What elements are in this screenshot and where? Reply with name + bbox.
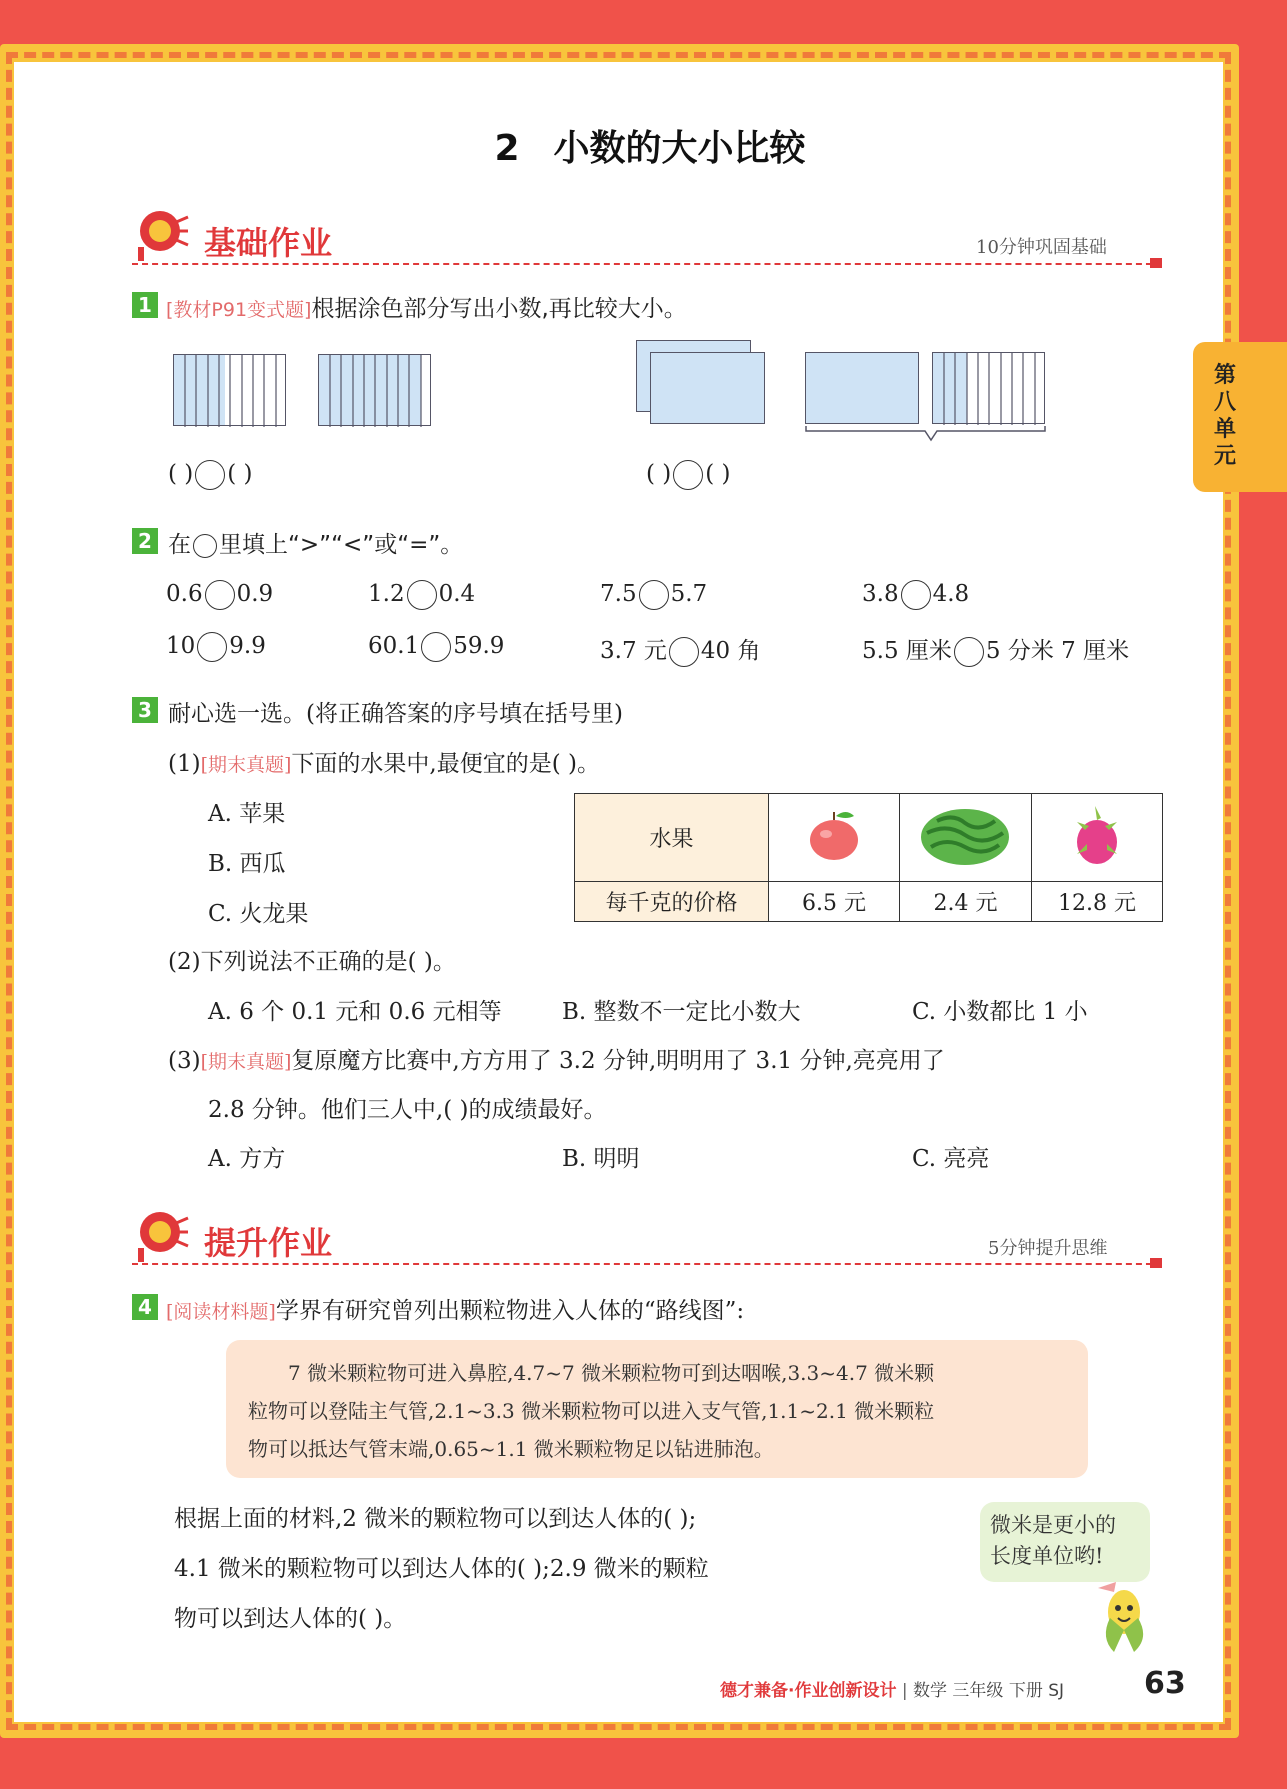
q3-p1-option-a: A. 苹果 [208,801,286,827]
footer-info: 数学 三年级 下册 SJ [913,1681,1065,1701]
grid-left-a [173,354,286,426]
material-line-1: 7 微米颗粒物可进入鼻腔,4.7~7 微米颗粒物可到达咽喉,3.3~4.7 微米颗 [288,1361,935,1385]
fruit-price-table [574,793,1163,922]
table-row-label: 每千克的价格 [575,882,769,922]
square-whole [805,352,919,424]
question-1-number: 1 [132,292,158,318]
q3-part3-line1: (3)[期末真题]复原魔方比赛中,方方用了 3.2 分钟,明明用了 3.1 分钟,亮亮用了 [168,1048,945,1074]
q3-p3-option-a: A. 方方 [208,1146,286,1172]
bell-icon [130,207,190,263]
square-front [650,352,765,424]
reading-material-box [226,1340,1088,1478]
q2-item: 60.1 59.9 [368,632,504,662]
q4-answer-line-3: 物可以到达人体的( )。 [174,1606,407,1632]
q2-item: 5.5 厘米 5 分米 7 厘米 [862,632,1129,667]
q1-left-blank-2[interactable]: ( ) [227,461,253,487]
table-price-dragon-fruit: 12.8 元 [1032,882,1163,922]
compare-circle[interactable] [195,460,225,490]
watermelon-icon [917,803,1013,867]
q3-part3-line2: 2.8 分钟。他们三人中,( )的成绩最好。 [208,1097,607,1123]
q3-p2-option-c: C. 小数都比 1 小 [912,999,1088,1025]
q2-item: 7.5 5.7 [600,580,707,610]
q4-answer-line-1: 根据上面的材料,2 微米的颗粒物可以到达人体的( ); [174,1506,697,1532]
section-basic-title: 基础作业 [204,224,333,262]
q1-left-blank-1[interactable]: ( ) [168,461,194,487]
section-basic-subtitle: 10分钟巩固基础 [976,237,1107,258]
section-advanced-line [132,1263,1162,1265]
q1-right-answer [646,460,731,490]
q3-p1-option-b: B. 西瓜 [208,851,286,877]
q2-item: 3.7 元 40 角 [600,632,760,667]
grid-left-b [318,354,431,426]
compare-circle[interactable] [197,632,227,662]
dragon-fruit-icon [1067,800,1127,870]
question-4-text: [阅读材料题]学界有研究曾列出颗粒物进入人体的“路线图”: [166,1298,745,1324]
table-cell-dragon-fruit [1032,794,1163,882]
compare-circle[interactable] [954,637,984,667]
question-3-number: 3 [132,697,158,723]
footer-brand: 德才兼备·作业创新设计 [720,1681,897,1701]
q3-part2: (2)下列说法不正确的是( )。 [168,949,456,975]
q4-answer-line-2: 4.1 微米的颗粒物可以到达人体的( );2.9 微米的颗粒 [174,1556,709,1582]
q1-right-blank-2[interactable]: ( ) [705,461,731,487]
compare-circle[interactable] [421,632,451,662]
compare-circle[interactable] [673,460,703,490]
page-number: 63 [1144,1666,1186,1701]
q3-p2-option-a: A. 6 个 0.1 元和 0.6 元相等 [208,999,502,1025]
unit-tab-label: 第 八 单 元 [1213,363,1236,469]
compare-circle[interactable] [205,580,235,610]
lesson-number: 2 [494,128,520,169]
compare-circle[interactable] [669,637,699,667]
question-2-number: 2 [132,528,158,554]
section-advanced-subtitle: 5分钟提升思维 [988,1238,1108,1259]
table-price-apple: 6.5 元 [769,882,900,922]
q3-p2-option-b: B. 整数不一定比小数大 [562,999,801,1025]
q2-item: 10 9.9 [166,632,266,662]
table-price-watermelon: 2.4 元 [899,882,1031,922]
section-advanced-title: 提升作业 [204,1224,333,1262]
lesson-title: 小数的大小比较 [553,128,806,169]
material-line-3: 物可以抵达气管末端,0.65~1.1 微米颗粒物足以钻进肺泡。 [248,1437,774,1461]
apple-icon [804,806,864,864]
question-3-text: 耐心选一选。(将正确答案的序号填在括号里) [168,701,623,727]
q3-p3-option-c: C. 亮亮 [912,1146,990,1172]
question-1-text: [教材P91变式题]根据涂色部分写出小数,再比较大小。 [166,296,687,322]
section-basic-line [132,263,1162,265]
bell-icon [130,1208,190,1264]
q3-p3-option-b: B. 明明 [562,1146,640,1172]
brace-underline [805,424,1047,442]
material-line-2: 粒物可以登陆主气管,2.1~3.3 微米颗粒物可以进入支气管,1.1~2.1 微米颗粒 [248,1399,935,1423]
circle-icon [193,534,217,558]
grid-right [932,352,1045,424]
table-cell-watermelon [899,794,1031,882]
q2-item: 3.8 4.8 [862,580,969,610]
page-title [0,120,1287,171]
hint-bubble: 微米是更小的 长度单位哟! [980,1502,1150,1582]
question-4-number: 4 [132,1294,158,1320]
corn-mascot-icon [1090,1578,1154,1658]
compare-circle[interactable] [901,580,931,610]
table-cell-apple [769,794,900,882]
q2-item: 0.6 0.9 [166,580,273,610]
question-2-text: 在 里填上“>”“<”或“=”。 [168,532,464,558]
compare-circle[interactable] [639,580,669,610]
footer-text: 德才兼备·作业创新设计 | 数学 三年级 下册 SJ [720,1681,1065,1701]
q1-right-blank-1[interactable]: ( ) [646,461,672,487]
q1-left-answer [168,460,253,490]
table-header-fruit: 水果 [575,794,769,882]
compare-circle[interactable] [407,580,437,610]
section-basic-line-end [1150,258,1162,268]
q3-part1: (1)[期末真题]下面的水果中,最便宜的是( )。 [168,751,600,777]
q3-p1-option-c: C. 火龙果 [208,901,309,927]
q2-item: 1.2 0.4 [368,580,475,610]
section-advanced-line-end [1150,1258,1162,1268]
